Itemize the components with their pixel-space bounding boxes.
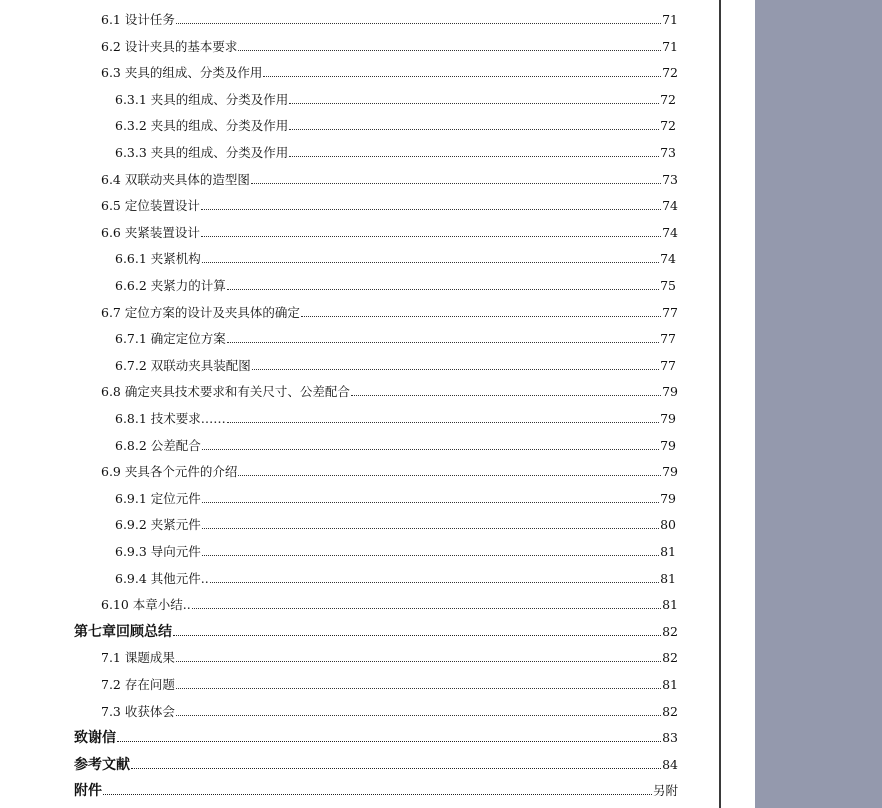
toc-dot-leader	[131, 768, 661, 769]
toc-entry-page-number: 75	[660, 278, 676, 293]
toc-dot-leader	[289, 129, 659, 130]
toc-entry-page-number: 81	[660, 570, 676, 586]
toc-dot-leader	[289, 156, 659, 157]
toc-entry[interactable]	[101, 646, 678, 666]
toc-entry[interactable]	[101, 221, 678, 241]
toc-dot-leader	[173, 635, 661, 636]
toc-entry[interactable]	[115, 354, 676, 374]
toc-entry[interactable]	[101, 168, 678, 188]
toc-entry-label: 6.3.3 夹具的组成、分类及作用	[115, 145, 289, 160]
toc-entry-page-number: 79	[660, 490, 676, 506]
toc-dot-leader	[176, 661, 661, 662]
toc-entry-page-number: 81	[662, 597, 678, 613]
toc-entry-page-number: 74	[662, 224, 678, 240]
toc-entry-label: 6.6.1 夹紧机构	[115, 251, 201, 267]
toc-entry-page-number: 72	[660, 91, 676, 107]
toc-entry-label: 6.7.1 确定定位方案	[115, 331, 226, 347]
toc-dot-leader	[202, 502, 659, 503]
toc-dot-leader	[192, 608, 661, 609]
toc-entry[interactable]	[115, 88, 676, 108]
toc-entry-label: 附件	[74, 783, 102, 800]
toc-dot-leader	[103, 794, 652, 795]
toc-entry-label: 7.2 存在问题	[101, 677, 175, 692]
toc-dot-leader	[176, 715, 661, 716]
toc-dot-leader	[227, 289, 659, 290]
toc-dot-leader	[301, 316, 661, 317]
toc-entry-label: 6.9.1 定位元件	[115, 490, 201, 506]
toc-entry-label: 6.9.2 夹紧元件	[115, 517, 201, 533]
toc-entry-label: 6.9.3 导向元件	[115, 544, 201, 559]
toc-entry[interactable]	[115, 247, 676, 267]
toc-dot-leader	[201, 236, 661, 237]
toc-entry[interactable]	[101, 673, 678, 693]
toc-entry-label: 6.3.2 夹具的组成、分类及作用	[115, 118, 289, 134]
toc-entry-label: 6.6 夹紧装置设计	[101, 224, 200, 240]
toc-dot-leader	[202, 528, 659, 529]
toc-entry[interactable]	[115, 567, 676, 587]
toc-entry-label: 6.7 定位方案的设计及夹具体的确定	[101, 304, 300, 320]
toc-dot-leader	[202, 262, 659, 263]
toc-dot-leader	[202, 449, 659, 450]
toc-entry-label: 第七章回顾总结	[74, 623, 172, 640]
toc-entry-page-number: 82	[662, 650, 678, 666]
toc-entry-label: 6.1 设计任务	[101, 12, 175, 27]
toc-entry[interactable]	[74, 779, 678, 799]
toc-entry-label: 6.4 双联动夹具体的造型图	[101, 171, 250, 187]
toc-entry-label: 6.8.2 公差配合	[115, 437, 201, 453]
toc-entry-page-number: 77	[660, 357, 676, 373]
toc-entry-label: 6.8.1 技术要求……	[115, 411, 226, 426]
toc-entry-page-number: 73	[662, 171, 678, 187]
toc-dot-leader	[210, 582, 659, 583]
toc-entry-page-number: 77	[660, 331, 676, 347]
toc-entry-page-number: 72	[662, 65, 678, 81]
toc-entry-label: 6.9 夹具各个元件的介绍	[101, 464, 238, 480]
toc-entry-page-number: 71	[662, 38, 678, 54]
toc-entry-page-number: 83	[662, 730, 678, 746]
toc-entry[interactable]	[74, 753, 678, 773]
toc-entry-page-number: 80	[660, 517, 676, 533]
toc-dot-leader	[263, 76, 661, 77]
toc-entry[interactable]	[101, 460, 678, 480]
toc-entry-label: 6.2 设计夹具的基本要求	[101, 38, 238, 54]
toc-entry[interactable]	[115, 274, 676, 294]
toc-dot-leader	[351, 395, 661, 396]
toc-entry-label: 致谢信	[74, 730, 116, 747]
page-gap	[721, 0, 755, 808]
toc-entry[interactable]	[101, 380, 678, 400]
toc-dot-leader	[238, 50, 661, 51]
toc-entry[interactable]	[101, 61, 678, 81]
toc-entry[interactable]	[115, 407, 676, 427]
toc-entry-page-number: 79	[660, 411, 676, 426]
toc-entry-label: 6.5 定位装置设计	[101, 198, 200, 214]
toc-dot-leader	[251, 183, 661, 184]
toc-entry[interactable]	[101, 700, 678, 720]
toc-entry-page-number: 74	[662, 198, 678, 214]
toc-dot-leader	[117, 741, 661, 742]
toc-entry-label: 7.3 收获体会	[101, 703, 175, 719]
toc-dot-leader	[238, 475, 661, 476]
toc-entry-label: 6.10 本章小结..	[101, 597, 191, 613]
toc-entry-page-number: 82	[662, 703, 678, 719]
toc-dot-leader	[201, 209, 661, 210]
toc-entry-page-number: 72	[660, 118, 676, 134]
toc-entry[interactable]	[115, 327, 676, 347]
toc-entry-page-number: 79	[660, 437, 676, 453]
toc-entry-label: 6.7.2 双联动夹具装配图	[115, 357, 251, 373]
toc-entry-page-number: 71	[662, 12, 678, 27]
toc-dot-leader	[289, 103, 659, 104]
toc-dot-leader	[227, 422, 659, 423]
toc-entry[interactable]	[115, 540, 676, 560]
toc-entry-page-number: 79	[662, 464, 678, 480]
toc-entry[interactable]	[74, 620, 678, 640]
toc-entry[interactable]	[74, 726, 678, 746]
toc-entry-page-number: 74	[660, 251, 676, 267]
toc-entry-label: 6.9.4 其他元件..	[115, 570, 209, 586]
toc-dot-leader	[176, 23, 661, 24]
toc-entry-page-number: 77	[662, 304, 678, 320]
toc-entry[interactable]	[101, 35, 678, 55]
side-panel	[755, 0, 882, 808]
toc-entry[interactable]	[101, 194, 678, 214]
toc-dot-leader	[202, 555, 659, 556]
toc-entry-page-number: 73	[660, 145, 676, 160]
toc-entry[interactable]	[101, 593, 678, 613]
toc-entry[interactable]	[115, 513, 676, 533]
toc-entry[interactable]	[115, 141, 676, 161]
toc-entry-label: 6.6.2 夹紧力的计算	[115, 278, 226, 293]
toc-entry-page-number: 84	[662, 756, 678, 772]
toc-entry-page-number: 79	[662, 384, 678, 400]
toc-entry[interactable]	[115, 434, 676, 454]
toc-entry-label: 参考文献	[74, 756, 130, 773]
toc-entry[interactable]	[115, 487, 676, 507]
toc-entry-page-number: 另附	[652, 783, 678, 799]
toc-entry[interactable]	[101, 8, 678, 28]
toc-entry-page-number: 81	[662, 677, 678, 692]
toc-entry-page-number: 82	[662, 623, 678, 639]
toc-dot-leader	[176, 688, 661, 689]
toc-entry-label: 6.3 夹具的组成、分类及作用	[101, 65, 263, 81]
toc-dot-leader	[252, 369, 659, 370]
toc-dot-leader	[227, 342, 659, 343]
toc-entry[interactable]	[115, 114, 676, 134]
toc-entry-label: 7.1 课题成果	[101, 650, 175, 666]
toc-entry[interactable]	[101, 301, 678, 321]
toc-entry-label: 6.3.1 夹具的组成、分类及作用	[115, 91, 289, 107]
toc-entry-label: 6.8 确定夹具技术要求和有关尺寸、公差配合	[101, 384, 350, 400]
toc-entry-page-number: 81	[660, 544, 676, 559]
